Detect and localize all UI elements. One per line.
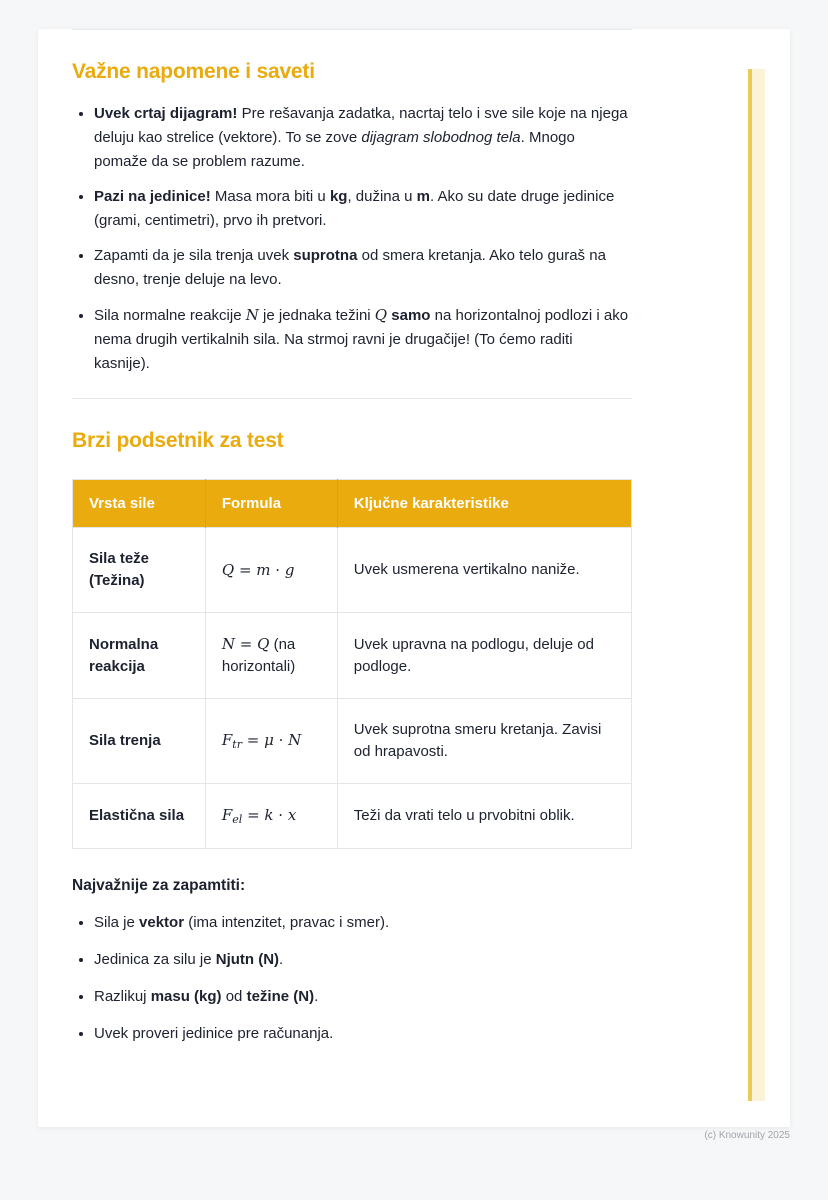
force-name-cell: Normalna reakcija xyxy=(73,613,206,699)
summary-list xyxy=(72,911,632,1046)
force-name-cell: Elastična sila xyxy=(73,784,206,849)
list-item-text: Uvek proveri jedinice pre računanja. xyxy=(94,1025,334,1043)
list-item xyxy=(94,911,632,935)
description-cell: Uvek suprotna smeru kretanja. Zavisi od hrapavosti. xyxy=(337,699,631,784)
list-item-text: Jedinica za silu je Njutn (N). xyxy=(94,951,284,969)
table-row xyxy=(73,784,632,849)
formula-cell: $F_{tr} = \mu \cdot N$ xyxy=(205,699,337,784)
document-card xyxy=(38,29,790,1127)
copyright: (c) Knowunity 2025 xyxy=(704,1130,790,1141)
summary-heading: Najvažnije za zapamtiti: xyxy=(72,877,246,895)
list-item xyxy=(94,985,632,1009)
decorative-binding-stripe xyxy=(748,69,765,1101)
list-item xyxy=(94,303,632,376)
table-row xyxy=(73,699,632,784)
table-row xyxy=(73,613,632,699)
formula-cell: Q = m · g xyxy=(205,528,337,613)
list-item-text: Razlikuj masu (kg) od težine (N). xyxy=(94,988,319,1006)
list-item xyxy=(94,948,632,972)
list-item-text: Zapamti da je sila trenja uvek suprotna od smera kretanja. Ako telo guraš na desno, trenje deluje na levo. xyxy=(94,247,606,288)
description-cell: Teži da vrati telo u prvobitni oblik. xyxy=(337,784,631,849)
list-item xyxy=(94,244,632,292)
table-header-vrsta-sile: Vrsta sile xyxy=(73,480,206,528)
list-item xyxy=(94,102,632,174)
list-item-text: Uvek crtaj dijagram! Pre rešavanja zadatka, nacrtaj telo i sve sile koje na njega deluju kao strelice (vektore). To se zove dijagram slobodnog tela. Mnogo pomaže da se problem razume. xyxy=(94,105,628,170)
table-header-karakteristike: Ključne karakteristike xyxy=(337,480,631,528)
document-content xyxy=(38,29,632,1046)
force-name-cell: Sila teže (Težina) xyxy=(73,528,206,613)
notes-list xyxy=(72,102,632,376)
formula-cell: $F_{el} = k \cdot x$ xyxy=(205,784,337,849)
forces-table xyxy=(72,479,632,849)
list-item xyxy=(94,1022,632,1046)
list-item-text: Sila je vektor (ima intenzitet, pravac i smer). xyxy=(94,914,390,932)
force-name-cell: Sila trenja xyxy=(73,699,206,784)
section-divider xyxy=(72,398,632,399)
list-item-text: Pazi na jedinice! Masa mora biti u kg, dužina u m. Ako su date druge jedinice (grami, centimetri), prvo ih pretvori. xyxy=(94,188,615,229)
section-title-reminder: Brzi podsetnik za test xyxy=(72,429,284,452)
table-row xyxy=(73,528,632,613)
table-header-row xyxy=(73,480,632,528)
list-item xyxy=(94,185,632,233)
section-title-notes: Važne napomene i saveti xyxy=(72,60,315,83)
formula-cell: N = Q (na horizontali) xyxy=(205,613,337,699)
list-item-text: Sila normalne reakcije N je jednaka težini Q samo na horizontalnoj podlozi i ako nema drugih vertikalnih sila. Na strmoj ravni je drugačije! (To ćemo raditi kasnije). xyxy=(94,306,629,372)
section-divider xyxy=(72,29,632,30)
description-cell: Uvek usmerena vertikalno naniže. xyxy=(337,528,631,613)
table-header-formula: Formula xyxy=(205,480,337,528)
description-cell: Uvek upravna na podlogu, deluje od podloge. xyxy=(337,613,631,699)
